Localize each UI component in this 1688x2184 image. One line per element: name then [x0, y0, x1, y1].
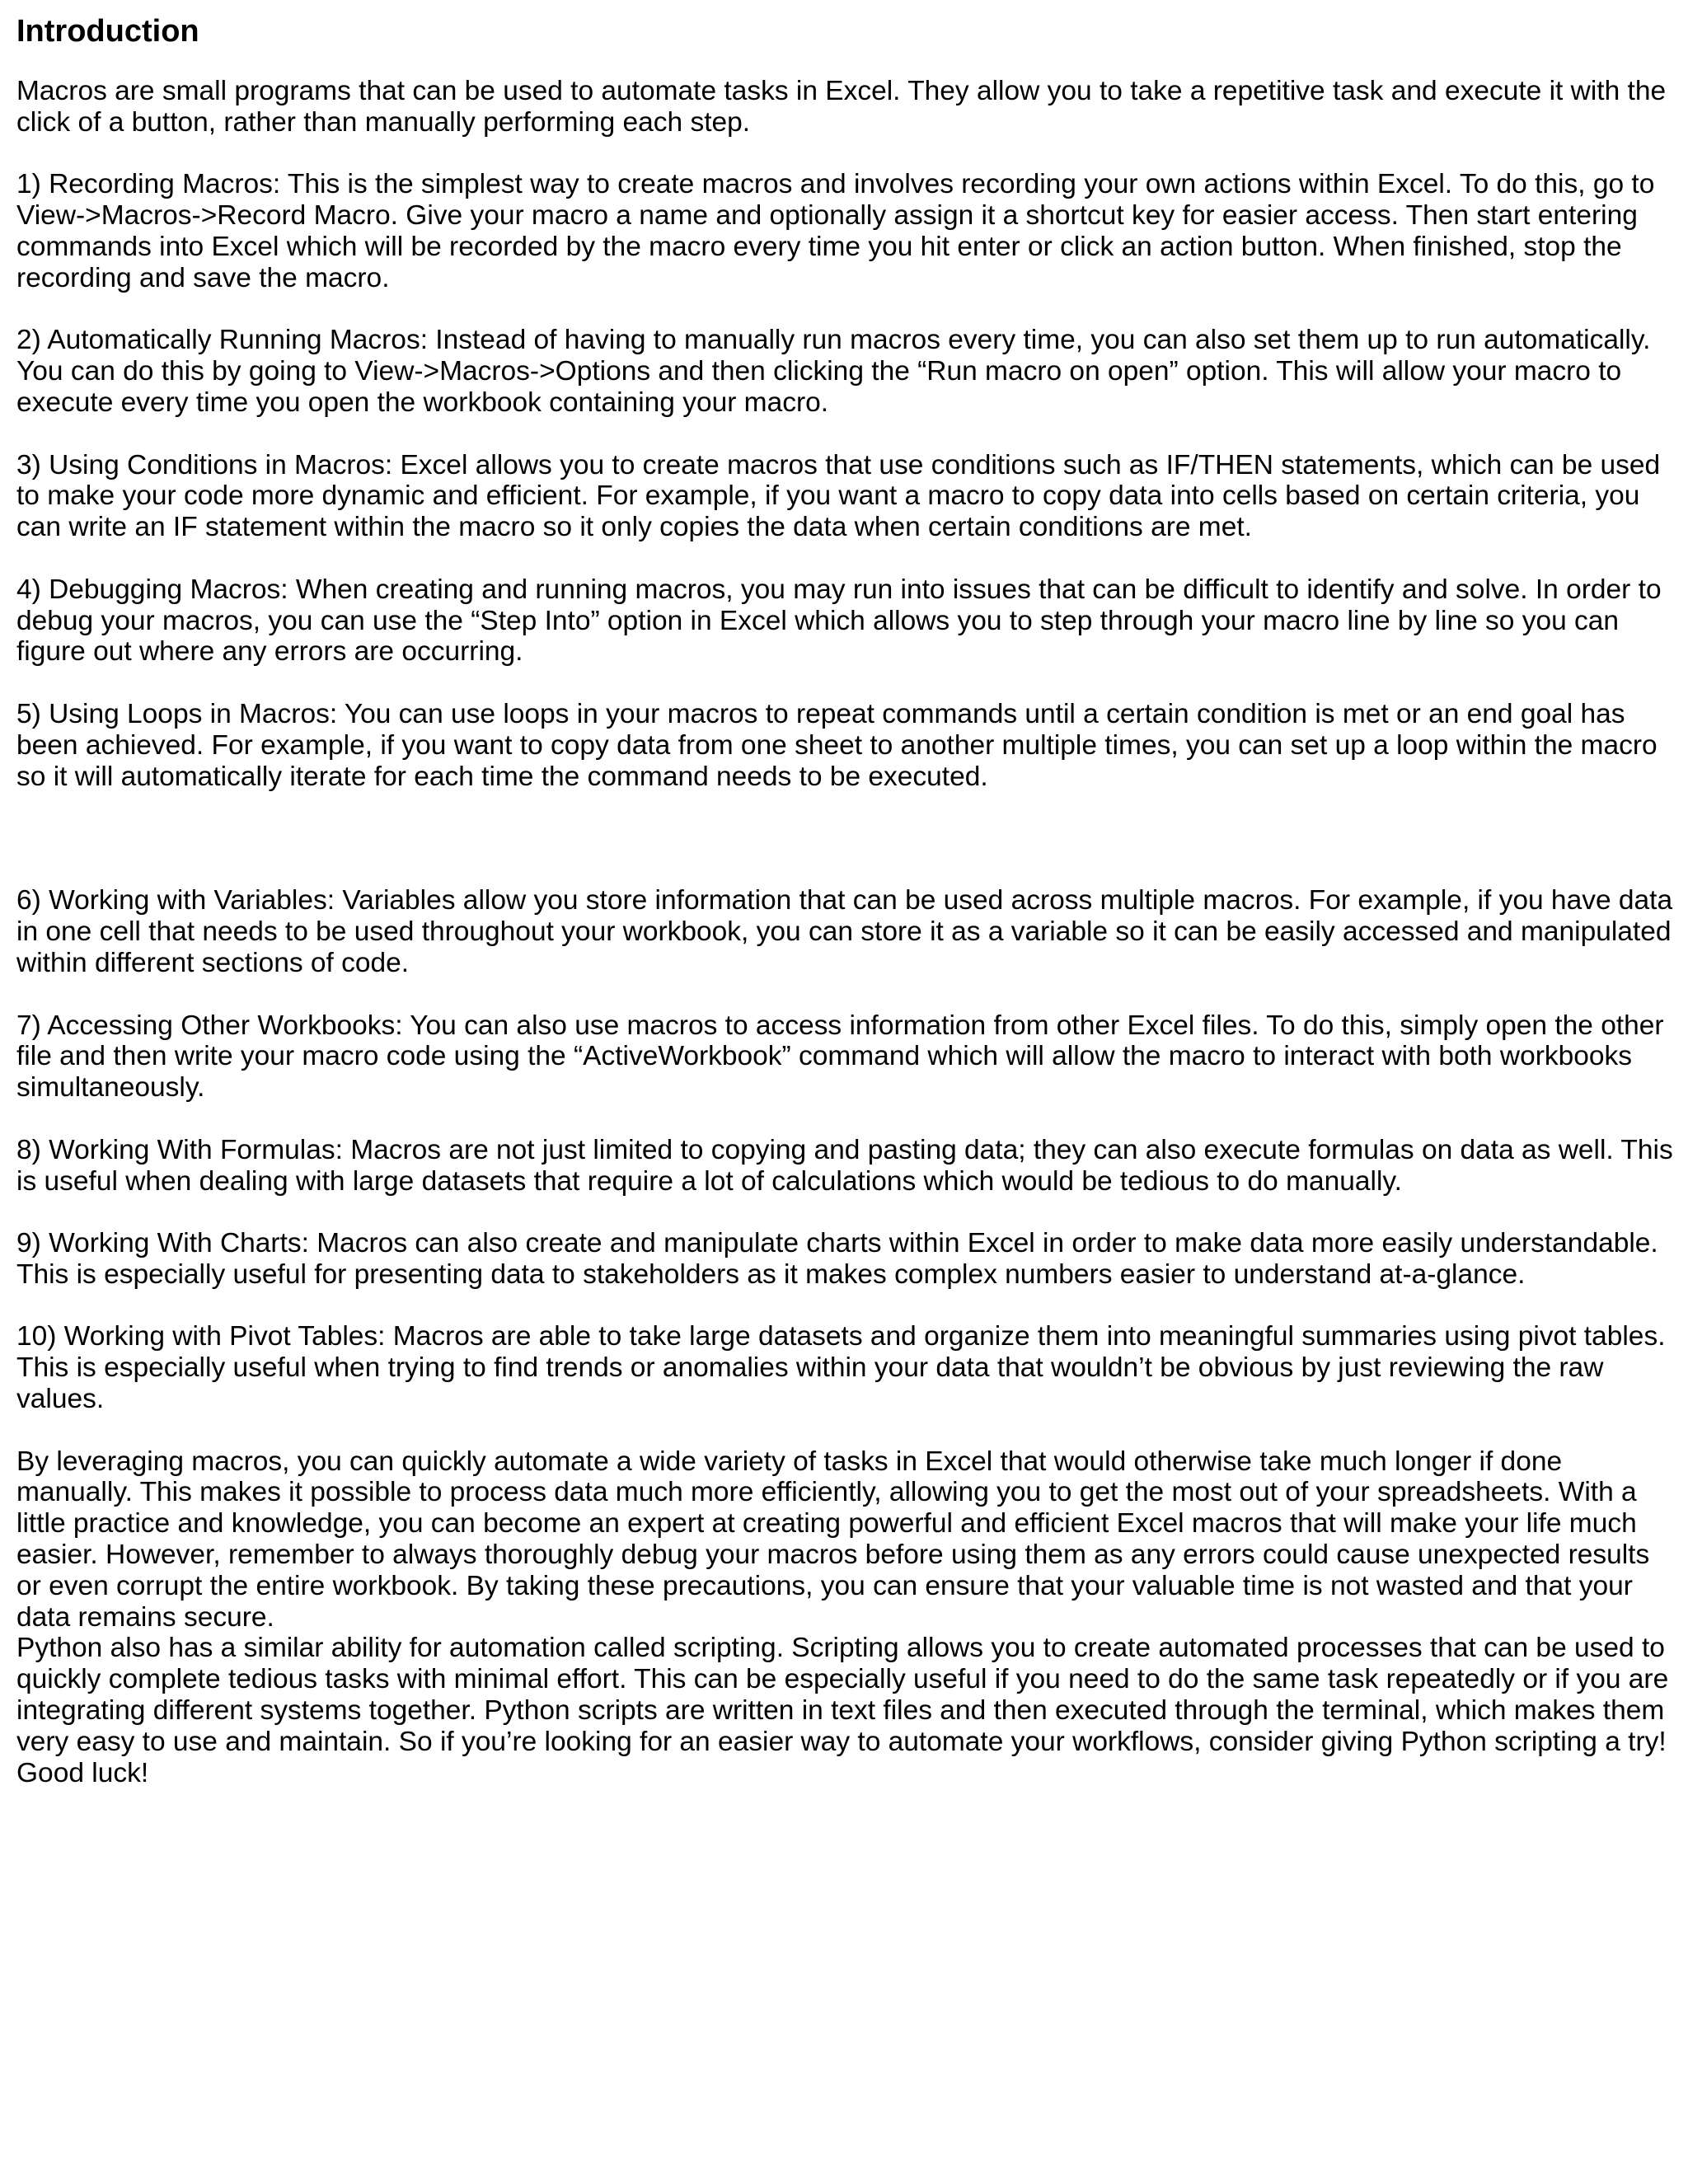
paragraph-charts: 9) Working With Charts: Macros can also create and manipulate charts within Excel in order to make data more easily understandable. This is especially useful for presenting data to stakeholders as it makes complex numbers easier to understand at-a-glance.	[16, 1228, 1658, 1290]
paragraph-recording-macros: 1) Recording Macros: This is the simplest way to create macros and involves recording your own actions within Excel. To do this, go to View->Macros->Record Macro. Give your macro a name and optionally assign it a shortcut key for easier access. Then start entering commands into Excel which will be recorded by the macro every time you hit enter or click an action button. When finished, stop the recording and save the macro.	[16, 169, 1655, 293]
paragraph-conditions-in-macros: 3) Using Conditions in Macros: Excel allows you to create macros that use conditions such as IF/THEN statements, which can be used to make your code more dynamic and efficient. For example, if you want a macro to copy data into cells based on certain criteria, you can write an IF statement within the macro so it only copies the data when certain conditions are met.	[16, 449, 1661, 543]
paragraph-loops-in-macros: 5) Using Loops in Macros: You can use loops in your macros to repeat commands until a certain condition is met or an end goal has been achieved. For example, if you want to copy data from one sheet to another multiple times, you can set up a loop within the macro so it will automatically iterate for each time the command needs to be executed.	[16, 698, 1658, 792]
paragraph-variables: 6) Working with Variables: Variables allow you store information that can be used across multiple macros. For example, if you have data in one cell that needs to be used throughout your workbook, you can store it as a variable so it can be easily accessed and manipulated within different sections of code.	[16, 885, 1673, 978]
paragraph-conclusion: By leveraging macros, you can quickly automate a wide variety of tasks in Excel that would otherwise take much longer if done manually. This makes it possible to process data much more efficiently, allowing you to get the most out of your spreadsheets. With a little practice and knowledge, you can become an expert at creating powerful and efficient Excel macros that will make your life much easier. However, remember to always thoroughly debug your macros before using them as any errors could cause unexpected results or even corrupt the entire workbook. By taking these precautions, you can ensure that your valuable time is not wasted and that your data remains secure.	[16, 1446, 1650, 1633]
document-page	[16, 12, 1673, 1788]
paragraph-intro: Macros are small programs that can be used to automate tasks in Excel. They allow you to take a repetitive task and execute it with the click of a button, rather than manually performing each step.	[16, 76, 1667, 138]
paragraph-python-scripting: Python also has a similar ability for automation called scripting. Scripting allows you to create automated processes that can be used to quickly complete tedious tasks with minimal effort. This can be especially useful if you need to do the same task repeatedly or if you are integrating different systems together. Python scripts are written in text files and then executed through the terminal, which makes them very easy to use and maintain. So if you’re looking for an easier way to automate your workflows, consider giving Python scripting a try! Good luck!	[16, 1633, 1669, 1788]
paragraph-other-workbooks: 7) Accessing Other Workbooks: You can also use macros to access information from other Excel files. To do this, simply open the other file and then write your macro code using the “ActiveWorkbook” command which will allow the macro to interact with both workbooks simultaneously.	[16, 1010, 1664, 1104]
paragraph-formulas: 8) Working With Formulas: Macros are not just limited to copying and pasting data; they can also execute formulas on data as well. This is useful when dealing with large datasets that require a lot of calculations which would be tedious to do manually.	[16, 1134, 1673, 1197]
paragraph-debugging-macros: 4) Debugging Macros: When creating and running macros, you may run into issues that can be difficult to identify and solve. In order to debug your macros, you can use the “Step Into” option in Excel which allows you to step through your macro line by line so you can figure out where any errors are occurring.	[16, 574, 1662, 668]
paragraph-pivot-tables: 10) Working with Pivot Tables: Macros are able to take large datasets and organize them into meaningful summaries using pivot tables. This is especially useful when trying to find trends or anomalies within your data that wouldn’t be obvious by just reviewing the raw values.	[16, 1321, 1666, 1415]
document-title: Introduction	[16, 14, 199, 49]
paragraph-auto-running-macros: 2) Automatically Running Macros: Instead of having to manually run macros every time, you can also set them up to run automatically. You can do this by going to View->Macros->Options and then clicking the “Run macro on open” option. This will allow your macro to execute every time you open the workbook containing your macro.	[16, 325, 1651, 418]
